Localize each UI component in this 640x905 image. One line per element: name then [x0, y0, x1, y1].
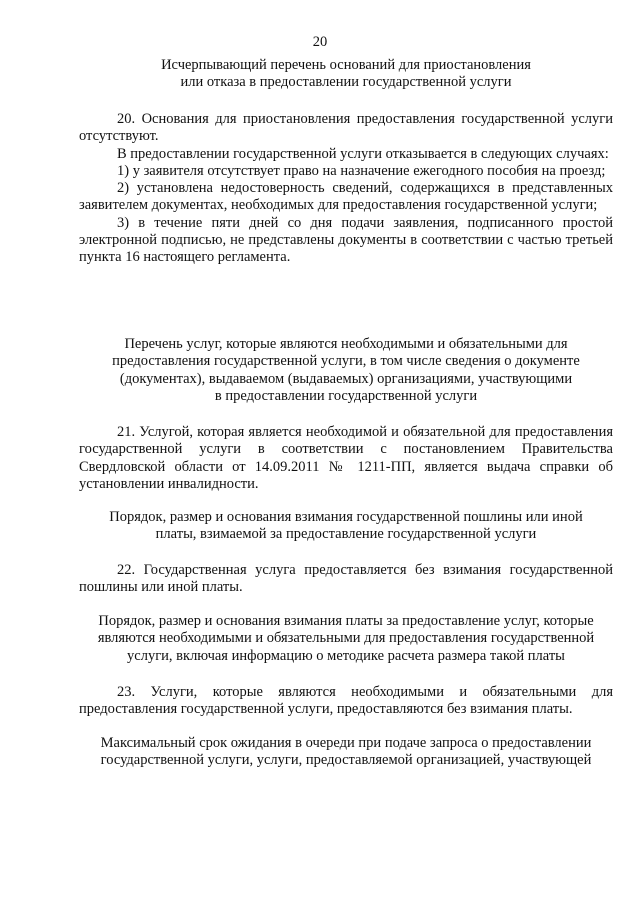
heading-line: предоставления государственной услуги, в том числе сведения о документе [112, 353, 580, 370]
section-23 [79, 684, 613, 719]
heading-line: Максимальный срок ожидания в очереди при подаче запроса о предоставлении [100, 735, 592, 751]
heading-grounds-refusal [79, 57, 613, 92]
heading-line: услуги, включая информацию о методике расчета размера такой платы [127, 647, 565, 664]
paragraph: 20. Основания для приостановления предоставления государственной услуги отсутствуют. [79, 111, 613, 145]
heading-line: Перечень услуг, которые являются необходимыми и обязательными для [124, 336, 568, 352]
paragraph: 2) установлена недостоверность сведений, содержащихся в представленных заявителем документах, необходимых для предоставления государственной услуги; [79, 180, 613, 214]
paragraph: 23. Услуги, которые являются необходимыми и обязательными для предоставления государственной услуги, предоставляются без взимания платы. [79, 684, 613, 718]
heading-line: или отказа в предоставлении государственной услуги [180, 74, 512, 91]
page-number: 20 [312, 34, 328, 50]
section-21 [79, 424, 613, 493]
section-22 [79, 562, 613, 597]
heading-line: (документах), выдаваемом (выдаваемых) организациями, участвующими [119, 370, 573, 387]
heading-line: государственной услуги, услуги, предоставляемой организацией, участвующей [100, 752, 592, 769]
paragraph: 21. Услугой, которая является необходимой и обязательной для предоставления государственной услуги в соответствии с постановлением Правительства Свердловской области от 14.09.2011 № 1211-ПП, является выдача справки об установлении инвалидности. [79, 424, 613, 492]
heading-line: платы, взимаемой за предоставление государственной услуги [155, 526, 537, 543]
heading-fee-methodology [79, 613, 613, 665]
heading-line: являются необходимыми и обязательными для предоставления государственной [97, 630, 595, 647]
paragraph: В предоставлении государственной услуги отказывается в следующих случаях: [117, 145, 609, 162]
heading-queue-time [79, 735, 613, 770]
heading-required-services [79, 336, 613, 405]
heading-line: Исчерпывающий перечень оснований для приостановления [161, 57, 531, 73]
paragraph: 1) у заявителя отсутствует право на назначение ежегодного пособия на проезд; [117, 162, 606, 179]
paragraph: 22. Государственная услуга предоставляется без взимания государственной пошлины или иной платы. [79, 562, 613, 596]
heading-state-fee [79, 509, 613, 544]
heading-line: в предоставлении государственной услуги [214, 387, 478, 404]
heading-line: Порядок, размер и основания взимания государственной пошлины или иной [109, 509, 583, 525]
section-20 [79, 111, 613, 267]
heading-line: Порядок, размер и основания взимания платы за предоставление услуг, которые [98, 613, 594, 629]
paragraph: 3) в течение пяти дней со дня подачи заявления, подписанного простой электронной подписью, не представлены документы в соответствии с частью третьей пункта 16 настоящего регламента. [79, 214, 613, 266]
